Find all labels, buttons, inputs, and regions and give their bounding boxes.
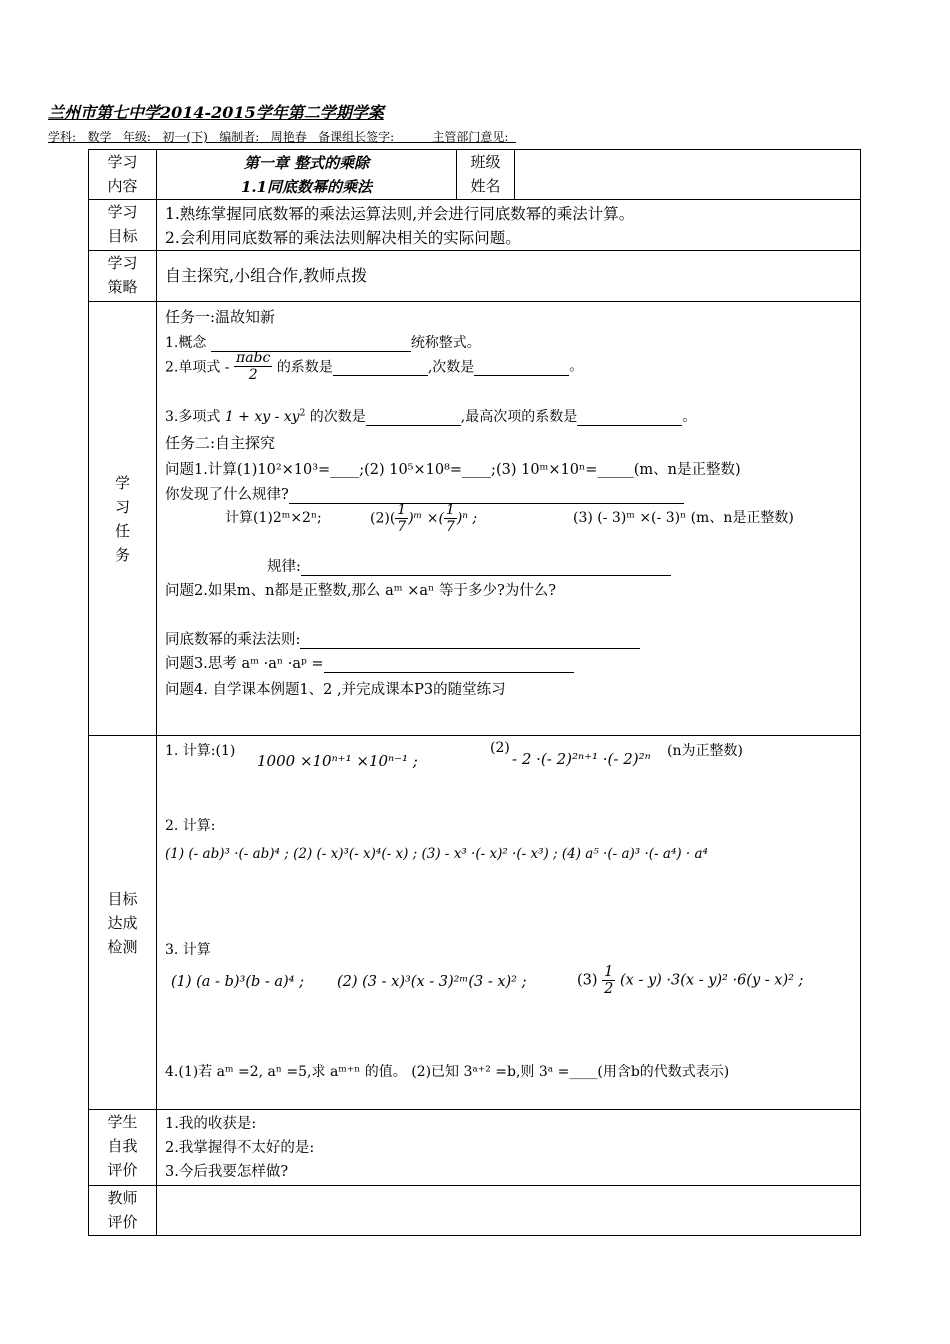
problem-1-note: (n为正整数) xyxy=(667,743,743,759)
calc-2-text: (2)( xyxy=(370,510,396,527)
goals-content xyxy=(157,200,861,251)
label-text: 务 xyxy=(114,545,130,564)
mono-text: 的系数是 xyxy=(276,359,333,376)
tasks-content xyxy=(157,302,861,736)
goal-item: 2.会利用同底数幂的乘法法则解决相关的实际问题。 xyxy=(165,229,521,247)
problem-3-title: 3. 计算 xyxy=(165,942,211,958)
part-expr: (x - y) ·3(x - y)² ·6(y - x)² ; xyxy=(620,972,804,989)
fraction-denominator: 7 xyxy=(397,519,407,535)
label-content xyxy=(89,150,157,200)
evaluation-item: 3.今后我要怎样做? xyxy=(165,1164,289,1180)
calc-3: (3) (- 3)ᵐ ×(- 3)ⁿ (m、n是正整数) xyxy=(573,510,794,526)
mono-denominator: 2 xyxy=(248,367,258,383)
calc-2-fraction-a xyxy=(395,502,408,535)
label-text: 自我 xyxy=(107,1137,138,1155)
problem-1-label: 1. 计算:(1) xyxy=(165,743,236,759)
label-text: 学习 xyxy=(107,153,138,171)
poly-text: ,最高次项的系数是 xyxy=(460,409,578,425)
row-content xyxy=(89,150,861,200)
calc-2 xyxy=(370,502,477,535)
label-text: 学习 xyxy=(107,254,138,272)
chapter-title: 第一章 整式的乘除 xyxy=(243,154,370,172)
monomial-line xyxy=(165,350,583,383)
evaluation-item: 2.我掌握得不太好的是: xyxy=(165,1140,315,1156)
goal-item: 1.熟练掌握同底数幂的乘法运算法则,并会进行同底数幂的乘法计算。 xyxy=(165,205,635,223)
poly-coef-blank[interactable] xyxy=(577,409,682,426)
mono-label: 2.单项式 - xyxy=(165,359,230,376)
calc-2-fraction-b xyxy=(444,502,457,535)
study-plan-table xyxy=(88,149,861,1236)
label-strategy xyxy=(89,251,157,302)
evaluation-item: 1.我的收获是: xyxy=(165,1116,257,1132)
row-assessment xyxy=(89,736,861,1110)
label-tasks xyxy=(89,302,157,736)
row-teacher-evaluation xyxy=(89,1186,861,1236)
part-label: (3) xyxy=(577,972,598,989)
find-blank[interactable] xyxy=(289,487,684,504)
concept-tail: 统称整式。 xyxy=(410,335,481,351)
question-1: 问题1.计算(1)10²×10³=____;(2) 10⁵×10⁸=____;(3) 10ᵐ×10ⁿ=_____(m、n是正整数) xyxy=(165,462,741,478)
label-text: 内容 xyxy=(107,177,138,195)
poly-text: 。 xyxy=(682,409,697,425)
find-label: 你发现了什么规律? xyxy=(165,487,289,503)
lesson-heading xyxy=(157,150,457,200)
mono-fraction xyxy=(234,350,272,383)
problem-1-expr-1: 1000 ×10ⁿ⁺¹ ×10ⁿ⁻¹ ; xyxy=(257,752,418,770)
fraction-denominator: 2 xyxy=(604,981,614,997)
rule-blank[interactable] xyxy=(301,559,671,576)
calc-2-text: )ᵐ ×( xyxy=(408,510,444,527)
fraction-numerator: 1 xyxy=(604,964,614,980)
rule-line xyxy=(267,555,671,576)
law-label: 同底数幂的乘法法则: xyxy=(165,632,301,648)
label-text: 策略 xyxy=(107,278,138,296)
label-text: 目标 xyxy=(107,227,138,245)
law-line xyxy=(165,628,640,649)
fraction-denominator: 7 xyxy=(445,519,455,535)
class-name-blank[interactable] xyxy=(515,150,861,200)
rule-label: 规律: xyxy=(267,559,301,575)
polynomial-line xyxy=(165,406,696,426)
poly-degree-blank[interactable] xyxy=(366,409,461,426)
problem-3-part-2: (2) (3 - x)³(x - 3)²ᵐ(3 - x)² ; xyxy=(337,974,527,990)
mono-degree-blank[interactable] xyxy=(474,359,569,376)
label-self-evaluation xyxy=(89,1110,157,1186)
problem-1-part-2: (2) xyxy=(490,740,510,756)
strategy-text: 自主探究,小组合作,教师点拨 xyxy=(157,251,861,302)
label-text: 目标 xyxy=(107,889,138,908)
label-text: 任 xyxy=(114,521,130,540)
question-4: 问题4. 自学课本例题1、2 ,并完成课本P3的随堂练习 xyxy=(165,682,506,698)
label-goals xyxy=(89,200,157,251)
poly-expression: 1 + xy - xy xyxy=(224,409,300,425)
problem-2-expr: (1) (- ab)³ ·(- ab)⁴ ; (2) (- x)³(- x)⁴(- x) ; (3) - x³ ·(- x)² ·(- x³) ; (4) a⁵ ·(- a)³ ·(- a⁴) · a⁴ xyxy=(165,846,708,862)
self-evaluation-content[interactable] xyxy=(157,1110,861,1186)
label-text: 学 xyxy=(114,473,130,492)
name-label: 姓名 xyxy=(470,177,501,195)
document-title: 兰州市第七中学2014-2015学年第二学期学案 xyxy=(48,103,384,122)
law-blank[interactable] xyxy=(300,632,640,649)
task2-title: 任务二:自主探究 xyxy=(165,434,276,452)
poly-text: 的次数是 xyxy=(309,409,366,425)
calc-2-text: )ⁿ ; xyxy=(456,510,478,527)
row-strategy xyxy=(89,251,861,302)
class-label: 班级 xyxy=(470,153,501,171)
concept-label: 1.概念 xyxy=(165,335,207,351)
label-text: 学生 xyxy=(107,1113,138,1131)
question-2: 问题2.如果m、n都是正整数,那么 aᵐ ×aⁿ 等于多少?为什么? xyxy=(165,583,557,599)
row-tasks xyxy=(89,302,861,736)
label-text: 评价 xyxy=(107,1213,138,1231)
question-1-find xyxy=(165,483,684,504)
question-3-text: 问题3.思考 aᵐ ·aⁿ ·aᵖ = xyxy=(165,656,324,672)
label-text: 检测 xyxy=(107,937,138,956)
task1-title: 任务一:温故知新 xyxy=(165,308,276,326)
label-text: 评价 xyxy=(107,1161,138,1179)
problem-2-title: 2. 计算: xyxy=(165,818,216,834)
assessment-content xyxy=(157,736,861,1110)
row-goals xyxy=(89,200,861,251)
document-meta-line: 学科: 数学 年级: 初一(下) 编制者: 周艳春 备课组长签字: 主管部门意见: xyxy=(48,130,517,144)
mono-coef-blank[interactable] xyxy=(333,359,428,376)
mono-text: ,次数是 xyxy=(427,359,475,376)
fraction-numerator: 1 xyxy=(445,502,455,518)
label-teacher-evaluation xyxy=(89,1186,157,1236)
problem-3-fraction xyxy=(602,964,615,997)
fraction-numerator: 1 xyxy=(397,502,407,518)
mono-numerator: πabc xyxy=(236,350,271,366)
label-assessment xyxy=(89,736,157,1110)
label-text: 达成 xyxy=(107,913,138,932)
poly-exponent: 2 xyxy=(299,408,306,419)
label-text: 习 xyxy=(114,497,130,516)
calc-1: 计算(1)2ᵐ×2ⁿ; xyxy=(225,510,322,526)
problem-3-part-1: (1) (a - b)³(b - a)⁴ ; xyxy=(171,974,304,990)
question-3-blank[interactable] xyxy=(324,656,574,673)
row-self-evaluation xyxy=(89,1110,861,1186)
label-class-name xyxy=(457,150,515,200)
question-3 xyxy=(165,652,574,673)
mono-text: 。 xyxy=(569,358,584,375)
problem-3-part-3 xyxy=(577,964,803,997)
section-title: 1.1同底数幂的乘法 xyxy=(240,178,373,196)
label-text: 学习 xyxy=(107,203,138,221)
problem-1-expr-2: - 2 ·(- 2)²ⁿ⁺¹ ·(- 2)²ⁿ xyxy=(512,750,651,768)
problem-4: 4.(1)若 aᵐ =2, aⁿ =5,求 aᵐ⁺ⁿ 的值。 (2)已知 3ᵃ⁺² =b,则 3ᵃ =____(用含b的代数式表示) xyxy=(165,1064,730,1080)
poly-label: 3.多项式 xyxy=(165,409,221,425)
concept-line xyxy=(165,332,481,352)
label-text: 教师 xyxy=(107,1189,138,1207)
teacher-evaluation-blank[interactable] xyxy=(157,1186,861,1236)
